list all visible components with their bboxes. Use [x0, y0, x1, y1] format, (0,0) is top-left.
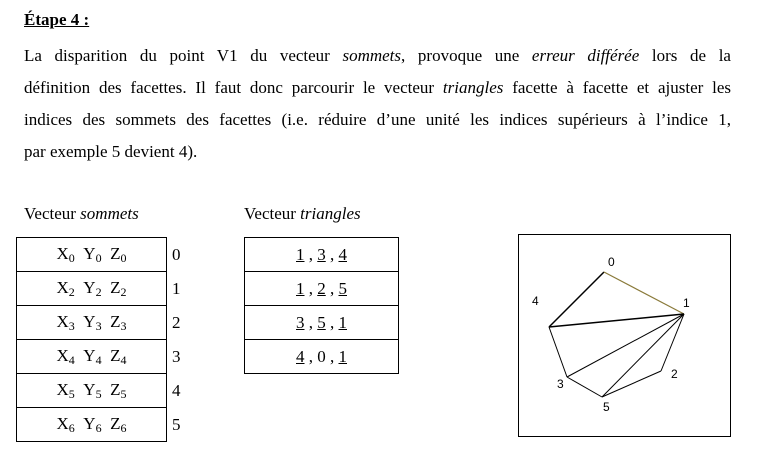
separator: , — [304, 312, 318, 332]
facet-index-c: 1 — [338, 346, 347, 366]
paragraph-line-3: indices des sommets des facettes (i.e. réduire d’une unité les indices supérieurs à l’indice 1, — [24, 110, 731, 129]
vertex-label-5: 5 — [603, 400, 610, 414]
coord-z: $Z_4$ — [110, 345, 127, 367]
triangles-row — [245, 272, 399, 306]
triangles-cell — [245, 238, 399, 272]
caption-italic: triangles — [300, 204, 361, 223]
vertex-label-4: 4 — [532, 294, 539, 308]
coord-z: $Z_2$ — [110, 277, 127, 299]
caption-text: Vecteur — [24, 204, 81, 223]
separator: , — [325, 278, 339, 298]
text-fragment: lors de la — [639, 46, 731, 65]
italic-term-triangles: triangles — [442, 78, 504, 97]
coord-y: $Y_6$ — [83, 413, 102, 435]
triangles-caption — [244, 204, 361, 224]
text-fragment: définition des facettes. Il faut donc parcourir le vecteur — [24, 78, 443, 97]
step-heading: Étape 4 : — [24, 10, 90, 29]
facet-index-b: 2 — [317, 278, 326, 298]
sommets-cell — [17, 408, 167, 442]
sommets-caption — [24, 204, 139, 224]
caption-text: Vecteur — [244, 204, 301, 223]
sommets-row — [17, 272, 167, 306]
explanation-paragraph — [24, 40, 731, 168]
triangles-cell — [245, 306, 399, 340]
coord-x: $X_5$ — [56, 379, 75, 401]
coord-x: $X_2$ — [56, 277, 75, 299]
coord-y: $Y_5$ — [83, 379, 102, 401]
sommets-cell — [17, 238, 167, 272]
separator: , — [325, 312, 339, 332]
mesh-diagram — [518, 234, 731, 437]
separator: , — [325, 346, 339, 366]
edge-2-5 — [602, 371, 661, 397]
sommets-row — [17, 374, 167, 408]
facet-index-b: 3 — [317, 244, 326, 264]
facet-index-c: 1 — [338, 312, 347, 332]
triangles-row — [245, 340, 399, 374]
facet-index-b: 5 — [317, 312, 326, 332]
edge-4-0 — [549, 272, 604, 327]
mesh-diagram-svg — [519, 235, 732, 438]
coord-y: $Y_0$ — [83, 243, 102, 265]
sommets-table — [16, 237, 167, 442]
sommets-index-label: 2 — [172, 313, 181, 332]
paragraph-line-2 — [24, 72, 731, 104]
facet-index-a: 3 — [296, 312, 305, 332]
text-fragment: , provoque une — [401, 46, 532, 65]
edge-1-2 — [661, 314, 684, 371]
facet-index-a: 1 — [296, 244, 305, 264]
coord-y: $Y_4$ — [83, 345, 102, 367]
separator: , — [304, 346, 318, 366]
triangles-cell — [245, 340, 399, 374]
coord-x: $X_0$ — [56, 243, 75, 265]
coord-y: $Y_3$ — [83, 311, 102, 333]
facet-index-c: 5 — [338, 278, 347, 298]
sommets-cell — [17, 272, 167, 306]
edge-5-1 — [602, 314, 684, 397]
triangles-table — [244, 237, 399, 374]
triangles-row — [245, 306, 399, 340]
facet-index-c: 4 — [338, 244, 347, 264]
vertex-label-0: 0 — [608, 255, 615, 269]
edge-3-4 — [549, 327, 567, 377]
coord-x: $X_4$ — [56, 345, 75, 367]
facet-index-b: 0 — [317, 346, 326, 366]
vertex-label-3: 3 — [557, 377, 564, 391]
coord-z: $Z_0$ — [110, 243, 127, 265]
separator: , — [325, 244, 339, 264]
sommets-row — [17, 340, 167, 374]
sommets-index-label: 1 — [172, 279, 181, 298]
text-fragment: La disparition du point V1 du vecteur — [24, 46, 343, 65]
sommets-cell — [17, 340, 167, 374]
sommets-row — [17, 306, 167, 340]
facet-index-a: 1 — [296, 278, 305, 298]
vertex-label-1: 1 — [683, 296, 690, 310]
caption-italic: sommets — [80, 204, 139, 223]
triangles-row — [245, 238, 399, 272]
coord-x: $X_6$ — [56, 413, 75, 435]
edge-0-1 — [604, 272, 684, 314]
coord-y: $Y_2$ — [83, 277, 102, 299]
sommets-row — [17, 238, 167, 272]
sommets-index-label: 5 — [172, 415, 181, 434]
coord-x: $X_3$ — [56, 311, 75, 333]
italic-term-sommets: sommets — [342, 46, 402, 65]
sommets-index-label: 0 — [172, 245, 181, 264]
triangles-cell — [245, 272, 399, 306]
sommets-index-label: 3 — [172, 347, 181, 366]
coord-z: $Z_5$ — [110, 379, 127, 401]
sommets-index-label: 4 — [172, 381, 181, 400]
coord-z: $Z_6$ — [110, 413, 127, 435]
facet-index-a: 4 — [296, 346, 305, 366]
vertex-label-2: 2 — [671, 367, 678, 381]
edge-5-3 — [567, 377, 602, 397]
sommets-cell — [17, 374, 167, 408]
sommets-cell — [17, 306, 167, 340]
italic-term-erreur-differee: erreur différée — [531, 46, 640, 65]
separator: , — [304, 244, 318, 264]
paragraph-line-1 — [24, 40, 731, 72]
separator: , — [304, 278, 318, 298]
text-fragment: facette à facette et ajuster les — [503, 78, 731, 97]
paragraph-line-4: par exemple 5 devient 4). — [24, 142, 198, 161]
sommets-row — [17, 408, 167, 442]
coord-z: $Z_3$ — [110, 311, 127, 333]
